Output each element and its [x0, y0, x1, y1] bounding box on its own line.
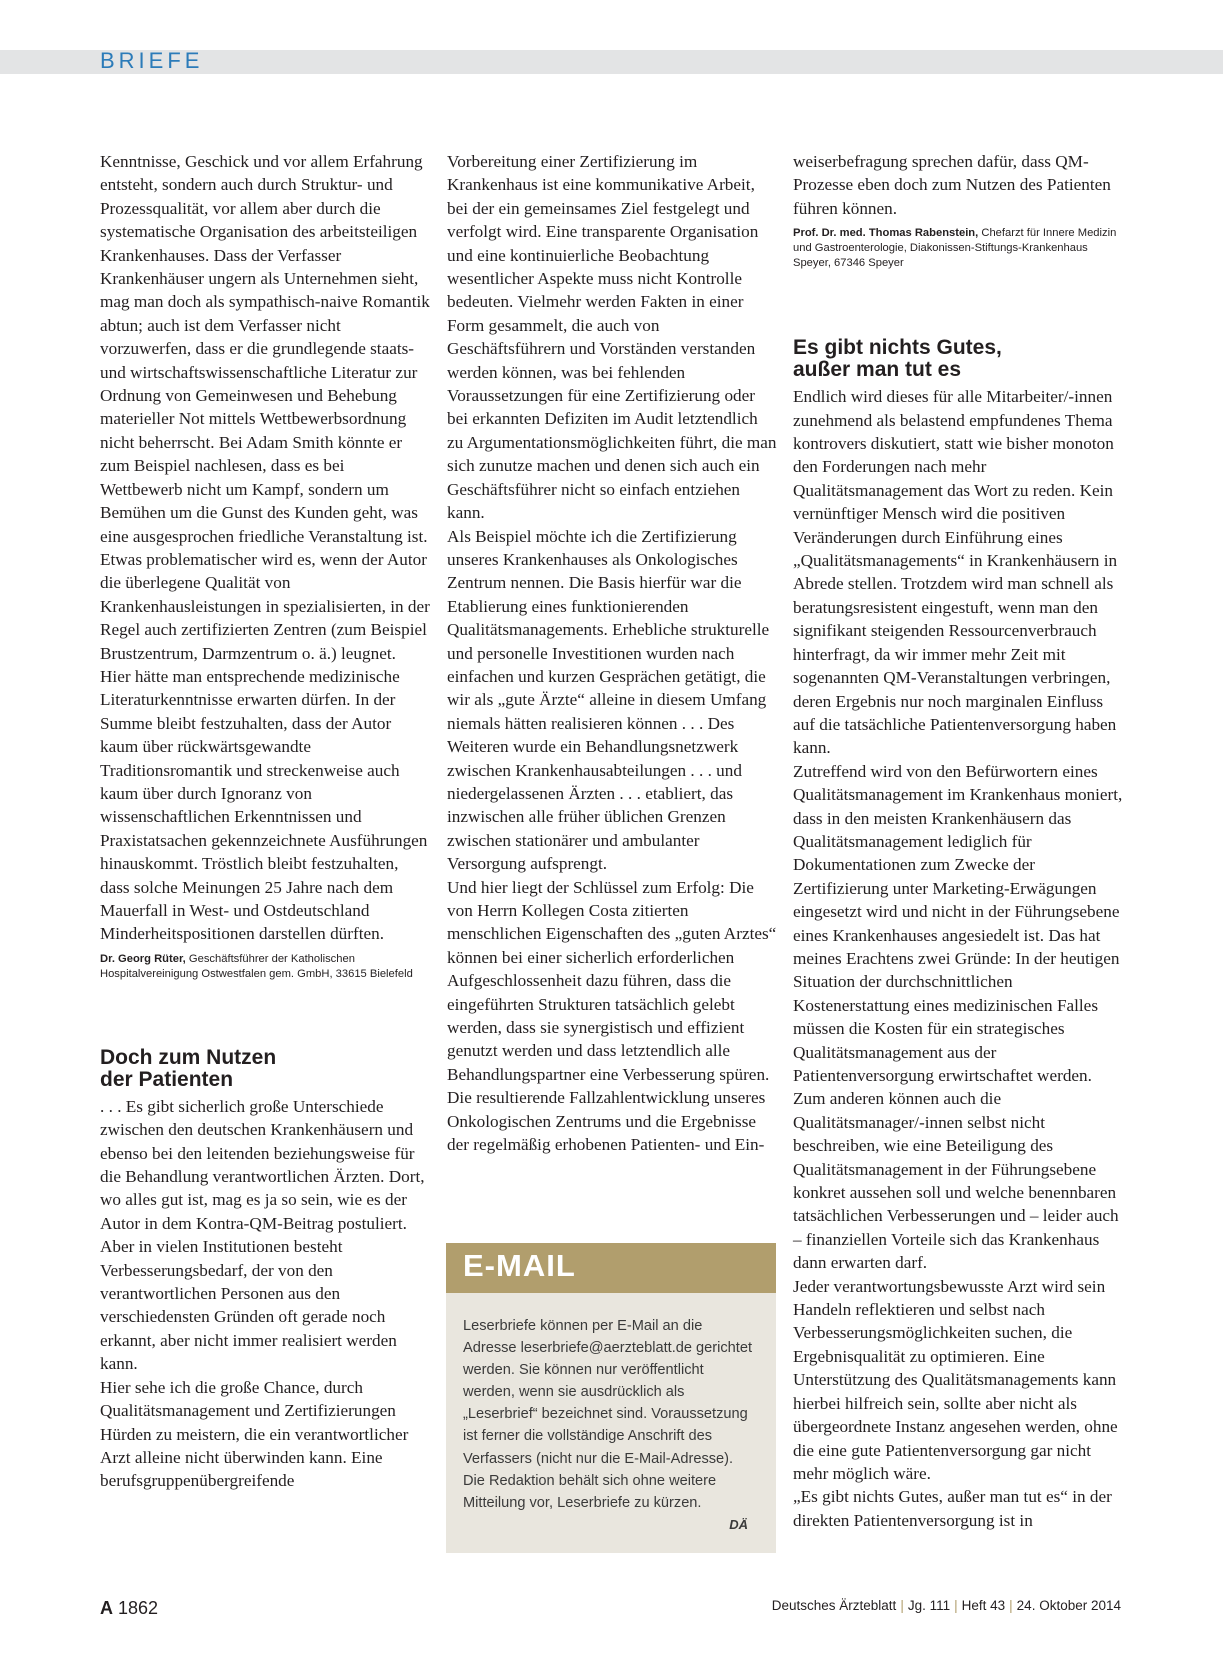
column-3 — [793, 150, 1123, 1532]
column-2 — [447, 150, 777, 1156]
letter-heading — [100, 1047, 430, 1091]
letter-paragraph: Als Beispiel möchte ich die Zertifizierung unseres Krankenhauses als Onkologisches Zentrum nennen. Die Basis hierfür war die Etablierung eines funktionierenden Qualitätsmanagements. Erhebliche strukturelle und personelle Investitionen wurden nach einfachen und kurzen Gesprächen getätigt, die wir als „gute Ärzte“ alleine in diesem Umfang niemals hätten realisieren können . . . Des Weiteren wurde ein Behandlungsnetzwerk zwischen Krankenhausabteilungen . . . und niedergelassenen Ärzten . . . etabliert, das inzwischen alle früher üblichen Grenzen zwischen stationärer und ambulanter Versorgung aufsprengt. — [447, 526, 770, 874]
letter-paragraph: Kenntnisse, Geschick und vor allem Erfahrung entsteht, sondern auch durch Struktur- und Prozessqualität, vor allem aber durch die systematische Organisation des arbeitsteiligen Krankenhauses. Dass der Verfasser Krankenhäuser ungern als Unternehmen sieht, mag man doch als sympathisch-naive Romantik abtun; auch ist dem Verfasser nicht vorzuwerfen, dass er die grundlegende staats- und wirtschaftswissenschaftliche Literatur zur Ordnung von Gemeinwesen und Behebung materieller Not mittels Wettbewerbsordnung nicht beherrscht. Bei Adam Smith könnte er zum Beispiel nachlesen, dass es bei Wettbewerb nicht um Kampf, sondern um Bemühen um die Gunst des Kunden geht, was eine ausgesprochen friedliche Veranstaltung ist. — [100, 152, 430, 546]
letter-paragraph: Endlich wird dieses für alle Mitarbeiter/-innen zunehmend als belastend empfundenes Thema kontrovers diskutiert, statt wie bisher monoton den Forderungen nach mehr Qualitätsmanagement das Wort zu reden. Kein vernünftiger Mensch wird die positiven Veränderungen durch Einführung eines „Qualitätsmanagements“ in Krankenhäusern in Abrede stellen. Trotzdem wird man schnell als beratungsresistent eingestuft, wenn man den signifikant steigenden Ressourcenverbrauch hinterfragt, da wir immer mehr Zeit mit sogenannten QM-Veranstaltungen verbringen, deren Ergebnis nur noch marginalen Einfluss auf die tatsächliche Patientenversorgung haben kann. — [793, 387, 1118, 758]
separator: | — [900, 1598, 904, 1613]
heading-line: außer man tut es — [793, 358, 962, 382]
journal-name: Deutsches Ärzteblatt — [771, 1598, 897, 1613]
page-prefix: A — [100, 1598, 113, 1618]
heading-line: Doch zum Nutzen — [100, 1045, 277, 1069]
signature-affiliation: Chefarzt für Innere Medizin und Gastroenterologie, Diakonissen-Stiftungs-Krankenhaus Speyer, 67346 Speyer — [793, 227, 1117, 270]
column-1 — [100, 150, 430, 1493]
email-box-text: Leserbriefe können per E-Mail an die Adresse leserbriefe@aerzteblatt.de gerichtet werden. Sie können nur veröffentlicht werden, wenn sie ausdrücklich als „Leserbrief“ bezeichnet sind. Voraussetzung ist ferner die vollständige Anschrift des Verfassers (nicht nur die E-Mail-Adresse). Die Redaktion behält sich ohne weitere Mitteilung vor, Leserbriefe zu kürzen. — [463, 1318, 753, 1511]
separator: | — [954, 1598, 958, 1613]
email-box-title: E-MAIL — [463, 1248, 576, 1283]
journal-volume: Jg. 111 — [907, 1598, 951, 1613]
letter-paragraph: Zutreffend wird von den Befürwortern eines Qualitätsmanagement im Krankenhaus moniert, dass in den meisten Krankenhäusern das Qualitätsmanagement lediglich für Dokumentationen zum Zwecke der Zertifizierung unter Marketing-Erwägungen eingesetzt wird und nicht in der Führungsebene eines Krankenhauses angesiedelt ist. Das hat meines Erachtens zwei Gründe: In der heutigen Situation der durchschnittlichen Kostenerstattung eines medizinischen Falles müssen die Kosten für ein strategisches Qualitätsmanagement aus der Patientenversorgung erwirtschaftet werden. Zum anderen können auch die Qualitätsmanager/-innen selbst nicht beschreiben, wie eine Beteiligung des Qualitätsmanagement in der Führungsebene konkret aussehen soll und welche benennbaren tatsächlichen Verbesserungen und – leider auch – finanziellen Vorteile sich das Krankenhaus dann erwarten darf. — [793, 761, 1123, 1273]
journal-issue: Heft 43 — [961, 1598, 1006, 1613]
letter-paragraph: Hier sehe ich die große Chance, durch Qualitätsmanagement und Zertifizierungen Hürden zu meistern, die ein verantwortlicher Arzt alleine nicht überwinden kann. Eine berufsgruppenübergreifende — [100, 1377, 409, 1491]
letter-signature — [100, 952, 430, 982]
letter-paragraph: weiserbefragung sprechen dafür, dass QM-Prozesse eben doch zum Nutzen des Patienten führen können. — [793, 152, 1111, 218]
email-box-body — [446, 1293, 776, 1532]
email-box-header — [446, 1243, 776, 1293]
email-info-box — [446, 1243, 776, 1553]
letter-heading — [793, 337, 1123, 381]
letter-paragraph: Und hier liegt der Schlüssel zum Erfolg: Die von Herrn Kollegen Costa zitierten menschlichen Eigenschaften des „guten Arztes“ können bei einer sicherlich erforderlichen Aufgeschlossenheit dazu führen, dass die eingeführten Strukturen tatsächlich gelebt werden, dass sie synergistisch und effizient genutzt werden und dass letztendlich alle Behandlungspartner eine Verbesserung spüren. Die resultierende Fallzahlentwicklung unseres Onkologischen Zentrums und die Ergebnisse der regelmäßig erhobenen Patienten- und Ein- — [447, 877, 777, 1155]
journal-info — [772, 1598, 1121, 1613]
journal-date: 24. Oktober 2014 — [1016, 1598, 1121, 1613]
signature-name: Prof. Dr. med. Thomas Rabenstein, — [793, 227, 979, 240]
letter-paragraph: Vorbereitung einer Zertifizierung im Krankenhaus ist eine kommunikative Arbeit, bei der ein gemeinsames Ziel festgelegt und verfolgt wird. Eine transparente Organisation und eine kontinuierliche Beobachtung wesentlicher Aspekte muss nicht Kontrolle bedeuten. Vielmehr werden Fakten in einer Form gesammelt, die auch von Geschäftsführern und Vorständen verstanden werden können, was bei fehlenden Voraussetzungen für eine Zertifizierung oder bei erkannten Defiziten im Audit letztendlich zu Argumentationsmöglichkeiten führt, die man sich zunutze machen und denen sich auch ein Geschäftsführer nicht so einfach entziehen kann. — [447, 152, 777, 523]
page-number-value: 1862 — [118, 1598, 159, 1618]
section-title: BRIEFE — [100, 48, 204, 73]
letter-signature — [793, 226, 1123, 271]
page-number — [100, 1598, 158, 1619]
editor-tag: DÄ — [729, 1516, 748, 1532]
letter-paragraph: Etwas problematischer wird es, wenn der Autor die überlegene Qualität von Krankenhausleistungen in spezialisierten, in der Regel auch zertifizierten Zentren (zum Beispiel Brustzentrum, Darmzentrum o. ä.) leugnet. Hier hätte man entsprechende medizinische Literaturkenntnisse erwarten dürfen. In der Summe bleibt festzuhalten, dass der Autor kaum über rückwärtsgewandte Traditionsromantik und streckenweise auch kaum über durch Ignoranz von wissenschaftlichen Erkenntnissen und Praxistatsachen gekennzeichnete Ausführungen hinauskommt. Tröstlich bleibt festzuhalten, dass solche Meinungen 25 Jahre nach dem Mauerfall in West- und Ostdeutschland Minderheitspositionen darstellen dürften. — [100, 549, 430, 944]
separator: | — [1009, 1598, 1013, 1613]
letter-paragraph: . . . Es gibt sicherlich große Unterschiede zwischen den deutschen Krankenhäusern und ebenso bei den leitenden beziehungsweise für die Behandlung verantwortlichen Ärzten. Dort, wo alles gut ist, mag es ja so sein, wie es der Autor in dem Kontra-QM-Beitrag postuliert. Aber in vielen Institutionen besteht Verbesserungsbedarf, der von den verantwortlichen Personen aus den verschiedensten Gründen oft gerade noch erkannt, aber nicht immer realisiert werden kann. — [100, 1096, 425, 1374]
signature-affiliation: Geschäftsführer der Katholischen Hospitalvereinigung Ostwestfalen gem. GmbH, 33615 Bielefeld — [100, 952, 413, 980]
heading-line: Es gibt nichts Gutes, — [793, 336, 1002, 360]
heading-line: der Patienten — [100, 1067, 234, 1091]
letter-paragraph: „Es gibt nichts Gutes, außer man tut es“ in der direkten Patientenversorgung ist in — [793, 1487, 1112, 1530]
signature-name: Dr. Georg Rüter, — [100, 952, 186, 965]
letter-paragraph: Jeder verantwortungsbewusste Arzt wird sein Handeln reflektieren und selbst nach Verbesserungsmöglichkeiten suchen, die Ergebnisqualität zu optimieren. Eine Unterstützung des Qualitätsmanagements kann hierbei hilfreich sein, sollte aber nicht als übergeordnete Instanz angesehen werden, ohne die eine gute Patientenversorgung gar nicht mehr möglich wäre. — [793, 1276, 1118, 1483]
